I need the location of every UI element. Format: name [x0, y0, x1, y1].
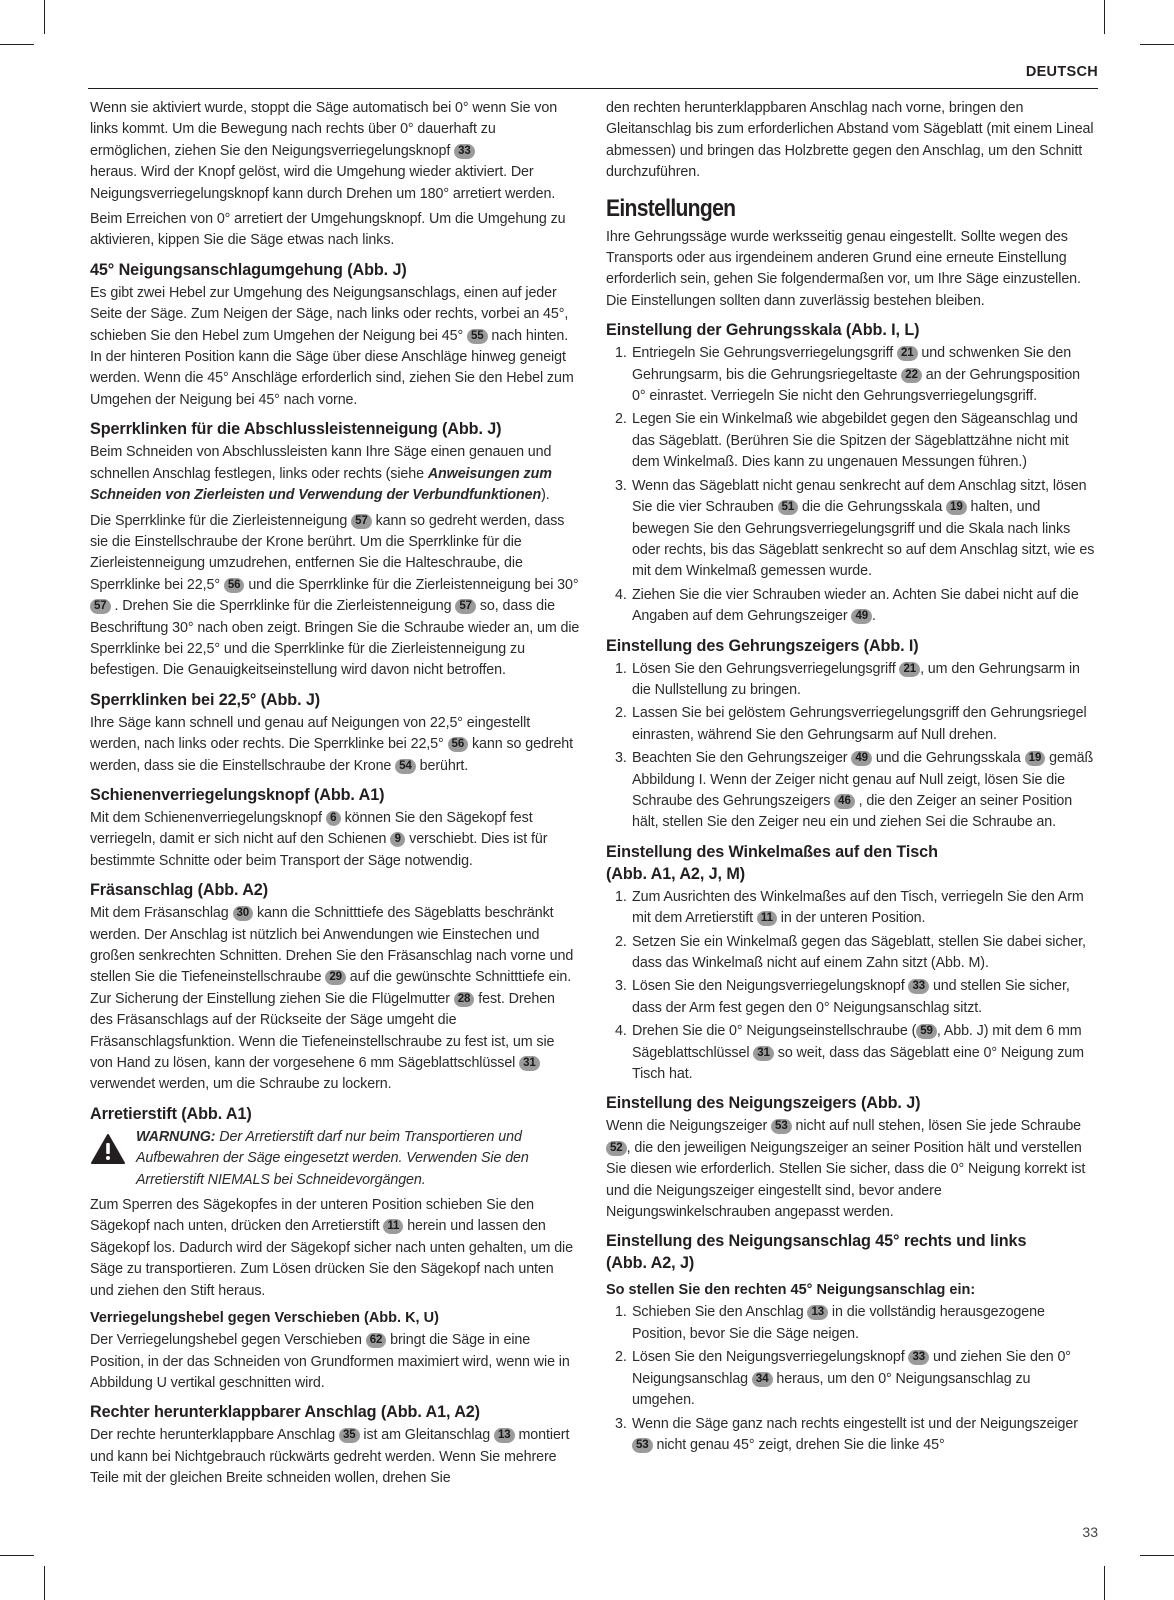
crop-mark — [1140, 1555, 1174, 1556]
part-number-badge: 29 — [325, 970, 346, 985]
paragraph: Beim Schneiden von Abschlussleisten kann Ihre Säge einen genauen und schnellen Anschlag festlegen, links oder rechts (siehe Anweisungen zum Schneiden von Zierleisten und Verwendung der Verbundfunktionen). — [90, 444, 552, 504]
header-rule — [88, 88, 1098, 89]
numbered-list — [606, 659, 1096, 834]
list-item: 1. Entriegeln Sie Gehrungsverriegelungsgriff 21 und schwenken Sie den Gehrungsarm, bis die Gehrungsriegeltaste 22 an der Gehrungsposition 0° einrastet. Verriegeln Sie nicht den Gehrungsverriegelungsgriff. — [615, 345, 1081, 405]
part-number-badge: 11 — [757, 911, 777, 926]
paragraph: Mit dem Fräsanschlag 30 kann die Schnitttiefe des Sägeblatts beschränkt werden. Der Anschlag ist nützlich bei Anwendungen wie Einstechen und großen senkrechten Schnitten. Drehen Sie den Fräsanschlag nach vorne und stellen Sie die Tiefeneinstellschraube 29 auf die gewünschte Schnitttiefe ein. Zur Sicherung der Einstellung ziehen Sie die Flügelmutter 28 fest. Drehen des Fräsanschlags auf der Rückseite der Säge umgeht die Fräsanschlagsfunktion. Wenn die Tiefeneinstellschraube zu fest ist, um sie von Hand zu lösen, kann der vorgesehene 6 mm Sägeblattschlüssel 31 verwendet werden, um die Schraube zu lockern. — [90, 905, 574, 1093]
heading-crown-pawls: Sperrklinken für die Abschlussleistenneigung (Abb. J) — [90, 420, 502, 439]
paragraph: Die Sperrklinke für die Zierleistenneigung 57 kann so gedreht werden, dass sie die Einstellschraube der Krone berührt. Um die Sperrklinke für die Zierleistenneigung umzudrehen, entfernen Sie die Halteschraube, die Sperrklinke bei 22,5° 56 und die Sperrklinke für die Zierleistenneigung bei 30° 57 . Drehen Sie die Sperrklinke für die Zierleistenneigung 57 so, dass die Beschriftung 30° nach oben zeigt. Bringen Sie die Schraube wieder an, um die Sperrklinke bei 22,5° und die Sperrklinke für die Zierleistenneigung zu befestigen. Die Genauigkeitseinstellung wird davon nicht betroffen. — [90, 512, 580, 679]
part-number-badge: 11 — [383, 1219, 403, 1234]
paragraph: Ihre Gehrungssäge wurde werksseitig genau eingestellt. Sollte wegen des Transports oder aus irgendeinem anderen Grund eine erneute Einstellung erforderlich sein, gehen Sie folgendermaßen vor, um Ihre Säge einzustellen. Die Einstellungen sollten dann zuverlässig bestehen bleiben. — [606, 228, 1081, 309]
part-number-badge: 57 — [90, 599, 111, 614]
warning-text: WARNUNG: Der Arretierstift darf nur beim Transportieren und Aufbewahren der Säge eingesetzt werden. Verwenden Sie den Arretierstift NIEMALS bei Schneidevorgängen. — [136, 1128, 529, 1188]
part-number-badge: 13 — [807, 1305, 828, 1320]
paragraph: Es gibt zwei Hebel zur Umgehung des Neigungsanschlags, einen auf jeder Seite der Säge. Zum Neigen der Säge, nach links oder rechts, vorbei an 45°, schieben Sie den Hebel zum Umgehen der Neigung bei 45° 55 nach hinten. In der hinteren Position kann die Säge über diese Anschläge hinweg geneigt werden. Wenn die 45° Anschläge erforderlich sind, ziehen Sie den Hebel zum Umgehen der Neigung bei 45° nach vorne. — [90, 284, 574, 408]
part-number-badge: 57 — [455, 599, 476, 614]
part-number-badge: 46 — [834, 794, 855, 809]
part-number-badge: 31 — [753, 1046, 774, 1061]
heading-trench-stop: Fräsanschlag (Abb. A2) — [90, 881, 268, 900]
crop-mark — [1104, 1566, 1105, 1600]
heading-bevel-stop: Einstellung des Neigungsanschlag 45° rechts und links (Abb. A2, J) — [606, 1232, 1027, 1273]
part-number-badge: 56 — [448, 737, 469, 752]
part-number-badge: 55 — [467, 329, 488, 344]
part-number-badge: 13 — [494, 1428, 515, 1443]
paragraph: Beim Erreichen von 0° arretiert der Umgehungsknopf. Um die Umgehung zu aktivieren, kippen Sie die Säge etwas nach links. — [90, 211, 566, 249]
part-number-badge: 56 — [224, 578, 245, 593]
list-item: 3. Wenn das Sägeblatt nicht genau senkrecht auf dem Anschlag sitzt, lösen Sie die vier Schrauben 51 die die Gehrungsskala 19 halten, und bewegen Sie den Gehrungsverriegelungsgriff und die Skala nach links oder rechts, bis das Sägeblatt senkrecht so auf dem Anschlag sitzt, wie es mit dem Winkelmaß gemessen wurde. — [615, 477, 1095, 580]
part-number-badge: 35 — [339, 1428, 360, 1443]
part-number-badge: 33 — [908, 979, 929, 994]
part-number-badge: 52 — [606, 1141, 627, 1156]
part-number-badge: 19 — [946, 500, 967, 515]
heading-right-45-stop: So stellen Sie den rechten 45° Neigungsanschlag ein: — [606, 1282, 976, 1299]
crop-mark — [1140, 44, 1174, 45]
part-number-badge: 21 — [897, 346, 918, 361]
list-item: 4. Ziehen Sie die vier Schrauben wieder an. Achten Sie dabei nicht auf die Angaben auf dem Gehrungszeiger 49 . — [615, 586, 1079, 625]
heading-anti-slide-lever: Verriegelungshebel gegen Verschieben (Abb. K, U) — [90, 1310, 439, 1327]
list-item: 1. Lösen Sie den Gehrungsverriegelungsgriff 21 , um den Gehrungsarm in die Nullstellung zu bringen. — [615, 660, 1080, 698]
warning-triangle-icon — [90, 1127, 128, 1191]
part-number-badge: 49 — [851, 751, 872, 766]
heading-225-pawls: Sperrklinken bei 22,5° (Abb. J) — [90, 690, 321, 709]
heading-45-bevel-bypass: 45° Neigungsanschlagumgehung (Abb. J) — [90, 260, 407, 279]
part-number-badge: 34 — [752, 1372, 773, 1387]
crop-mark — [0, 44, 34, 45]
part-number-badge: 19 — [1025, 751, 1046, 766]
list-item: 2. Lassen Sie bei gelöstem Gehrungsverriegelungsgriff den Gehrungsriegel einrasten, während Sie den Gehrungsarm auf Null drehen. — [615, 705, 1087, 743]
list-item: 4. Drehen Sie die 0° Neigungseinstellschraube ( 59 , Abb. J) mit dem 6 mm Sägeblattschlüssel 31 so weit, dass das Sägeblatt eine 0° Neigung zum Tisch hat. — [615, 1023, 1084, 1083]
list-item: 3. Wenn die Säge ganz nach rechts eingestellt ist und der Neigungszeiger 53 nicht genau 45° zeigt, drehen Sie die linke 45° — [615, 1415, 1078, 1453]
paragraph: Zum Sperren des Sägekopfes in der unteren Position schieben Sie den Sägekopf nach unten, drücken den Arretierstift 11 herein und lassen den Sägekopf los. Dadurch wird der Sägekopf sicher nach unten gehalten, um die Säge zu transportieren. Zum Lösen drücken Sie den Sägekopf nach unten und ziehen den Stift heraus. — [90, 1197, 573, 1299]
list-item: 2. Setzen Sie ein Winkelmaß gegen das Sägeblatt, stellen Sie dabei sicher, dass das Winkelmaß nicht auf einem Zahn sitzt (Abb. M). — [615, 933, 1086, 971]
part-number-badge: 9 — [390, 832, 405, 847]
numbered-list — [606, 343, 1096, 627]
heading-lock-pin: Arretierstift (Abb. A1) — [90, 1104, 252, 1123]
part-number-badge: 22 — [901, 368, 922, 383]
paragraph: Mit dem Schienenverriegelungsknopf 6 können Sie den Sägekopf fest verriegeln, damit er sich nicht auf den Schienen 9 verschiebt. Dies ist für bestimmte Schnitte oder beim Transport der Säge notwendig. — [90, 809, 548, 869]
numbered-list — [606, 1302, 1096, 1456]
list-item: 2. Lösen Sie den Neigungsverriegelungsknopf 33 und ziehen Sie den 0° Neigungsanschlag 34 heraus, um den 0° Neigungsanschlag zu umgehen. — [615, 1349, 1071, 1409]
list-item: 3. Lösen Sie den Neigungsverriegelungsknopf 33 und stellen Sie sicher, dass der Arm fest gegen den 0° Neigungsanschlag sitzt. — [615, 978, 1070, 1016]
paragraph: Ihre Säge kann schnell und genau auf Neigungen von 22,5° eingestellt werden, nach links oder rechts. Die Sperrklinke bei 22,5° 56 kann so gedreht werden, dass sie die Einstellschraube der Krone 54 berührt. — [90, 714, 574, 774]
crop-mark — [0, 1555, 34, 1556]
heading-rail-lock: Schienenverriegelungsknopf (Abb. A1) — [90, 785, 385, 804]
part-number-badge: 49 — [851, 609, 872, 624]
section-title: Einstellungen — [606, 194, 736, 222]
part-number-badge: 33 — [908, 1350, 929, 1365]
paragraph: Wenn die Neigungszeiger 53 nicht auf null stehen, lösen Sie jede Schraube 52 , die den jeweiligen Neigungszeiger an seiner Position hält und verstellen Sie diesen wie erforderlich. Stellen Sie sicher, dass die 0° Neigung korrekt ist und die Neigungszeiger eingestellt sind, bevor andere Neigungswinkelschrauben angepasst werden. — [606, 1118, 1086, 1221]
heading-square-blade-table: Einstellung des Winkelmaßes auf den Tisch (Abb. A1, A2, J, M) — [606, 842, 938, 883]
part-number-badge: 51 — [778, 500, 799, 515]
right-column — [606, 98, 1096, 1458]
part-number-badge: 31 — [519, 1056, 540, 1071]
crop-mark — [44, 1566, 45, 1600]
paragraph: den rechten herunterklappbaren Anschlag nach vorne, bringen den Gleitanschlag bis zum erforderlichen Abstand vom Sägeblatt (mit einem Lineal abmessen) und bringen das Holzbrette gegen den Anschlag, um den Schnitt durchzuführen. — [606, 100, 1094, 181]
crop-mark — [1104, 0, 1105, 34]
part-number-badge: 62 — [366, 1333, 387, 1348]
heading-miter-pointer: Einstellung des Gehrungszeigers (Abb. I) — [606, 636, 919, 655]
heading-flip-down-fence: Rechter herunterklappbarer Anschlag (Abb. A1, A2) — [90, 1403, 480, 1422]
heading-miter-scale: Einstellung der Gehrungsskala (Abb. I, L) — [606, 321, 920, 340]
list-item: 1. Schieben Sie den Anschlag 13 in die vollständig herausgezogene Position, bevor Sie die Säge neigen. — [615, 1304, 1045, 1342]
part-number-badge: 6 — [326, 811, 341, 826]
list-item: 1. Zum Ausrichten des Winkelmaßes auf den Tisch, verriegeln Sie den Arm mit dem Arretierstift 11 in der unteren Position. — [615, 888, 1084, 927]
part-number-badge: 59 — [916, 1024, 937, 1039]
paragraph: Wenn sie aktiviert wurde, stoppt die Säge automatisch bei 0° wenn Sie von links kommt. Um die Bewegung nach rechts über 0° dauerhaft zu ermöglichen, ziehen Sie den Neigungsverriegelungsknopf 33 heraus. Wird der Knopf gelöst, wird die Umgehung wieder aktiviert. Der Neigungsverriegelungsknopf kann durch Drehen um 180° arretiert werden. — [90, 100, 558, 202]
crop-mark — [44, 0, 45, 34]
part-number-badge: 30 — [233, 906, 254, 921]
part-number-badge: 54 — [395, 759, 416, 774]
part-number-badge: 28 — [454, 992, 475, 1007]
paragraph: Der Verriegelungshebel gegen Verschieben 62 bringt die Säge in eine Position, in der das Schneiden von Grundformen maximiert wird, wenn wie in Abbildung U vertikal geschnitten wird. — [90, 1332, 570, 1391]
warning-block — [90, 1127, 580, 1191]
list-item: 2. Legen Sie ein Winkelmaß wie abgebildet gegen den Sägeanschlag und das Sägeblatt. (Berühren Sie die Spitzen der Sägeblattzähne nicht mit dem Winkelmaß. Dies kann zu ungenauen Messungen führen.) — [615, 411, 1078, 471]
language-label: DEUTSCH — [1025, 64, 1098, 80]
cross-reference: Anweisungen zum Schneiden von Zierleisten und Verwendung der Verbundfunktionen — [90, 465, 552, 504]
page-number: 33 — [1082, 1524, 1098, 1540]
list-item: 3. Beachten Sie den Gehrungszeiger 49 und die Gehrungsskala 19 gemäß Abbildung I. Wenn der Zeiger nicht genau auf Null zeigt, lösen Sie die Schraube des Gehrungszeigers 46 , die den Zeiger an seiner Position hält, stellen Sie den Zeiger neu ein und ziehen Sei die Schraube an. — [615, 750, 1094, 831]
numbered-list — [606, 887, 1096, 1086]
part-number-badge: 57 — [351, 514, 372, 529]
left-column — [90, 98, 580, 1490]
part-number-badge: 21 — [899, 662, 920, 677]
part-number-badge: 33 — [454, 144, 475, 159]
part-number-badge: 53 — [771, 1119, 792, 1134]
paragraph: Der rechte herunterklappbare Anschlag 35 ist am Gleitanschlag 13 montiert und kann bei Nichtgebrauch rückwärts gedreht werden. Wenn Sie mehrere Teile mit der gleichen Breite schneiden wollen, drehen Sie — [90, 1427, 570, 1487]
heading-bevel-pointer: Einstellung des Neigungszeigers (Abb. J) — [606, 1094, 921, 1113]
part-number-badge: 53 — [632, 1438, 653, 1453]
